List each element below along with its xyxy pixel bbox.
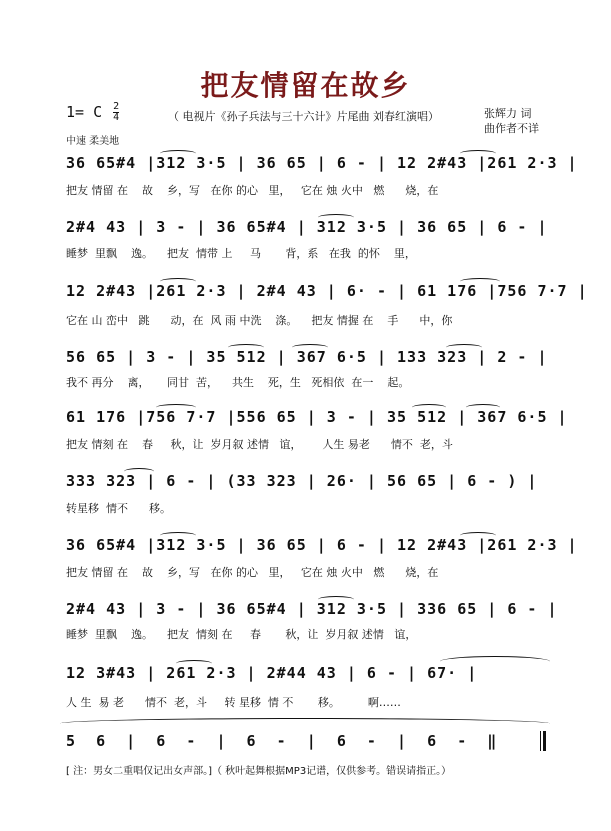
slur-arc — [460, 278, 500, 285]
slur-arc — [466, 404, 500, 411]
notation-row-5: 61 176 |756 7·7 |556 65 | 3 - | 35 512 | 367 6·5 | — [66, 408, 568, 426]
slur-arc — [292, 344, 328, 351]
lyric-row-9: 人 生 易 老 情不 老，斗 转 星移 情 不 移。 啊…… — [66, 696, 401, 709]
lyric-row-6: 转星移 情不 移。 — [66, 502, 171, 515]
final-barline — [540, 731, 546, 751]
notation-row-7: 36 65#4 |312 3·5 | 36 65 | 6 - | 12 2#43 |261 2·3 | — [66, 536, 578, 554]
time-signature-denominator: 4 — [113, 112, 120, 123]
key-label: 1= C — [66, 103, 103, 121]
slur-arc — [446, 344, 482, 351]
notation-row-8: 2#4 43 | 3 - | 36 65#4 | 312 3·5 | 336 65 | 6 - | — [66, 600, 558, 618]
slur-arc — [156, 404, 196, 411]
slur-arc — [460, 150, 496, 157]
slur-arc — [176, 660, 212, 667]
slur-arc — [318, 214, 354, 221]
notation-row-9: 12 3#43 | 261 2·3 | 2#44 43 | 6 - | 67· | — [66, 664, 478, 682]
lyric-row-8: 睡梦 里飘 逸。 把友 情刻 在 春 秋，让 岁月叙 述情 谊， — [66, 628, 417, 641]
lyric-row-3: 它在 山 峦中 跳 动，在 风 雨 中洗 涤。 把友 情握 在 手 中，你 — [66, 314, 453, 327]
slur-arc — [160, 532, 196, 539]
notation-row-4: 56 65 | 3 - | 35 512 | 367 6·5 | 133 323 | 2 - | — [66, 348, 548, 366]
subtitle: （ 电视片《孙子兵法与三十六计》片尾曲 刘春红演唱） — [168, 110, 439, 123]
tie-arc-long — [60, 718, 550, 729]
slur-arc — [412, 404, 446, 411]
key-signature — [66, 102, 119, 123]
tie-arc — [440, 656, 550, 667]
lyricist: 张辉力 词 — [484, 107, 532, 120]
composer: 曲作者不详 — [484, 122, 539, 135]
notation-row-2: 2#4 43 | 3 - | 36 65#4 | 312 3·5 | 36 65 | 6 - | — [66, 218, 548, 236]
lyric-row-4: 我不 再分 离， 同甘 苦， 共生 死，生 死相依 在一 起。 — [66, 376, 410, 389]
slur-arc — [160, 150, 196, 157]
notation-row-1: 36 65#4 |312 3·5 | 36 65 | 6 - | 12 2#43 |261 2·3 | — [66, 154, 578, 172]
lyric-row-7: 把友 情留 在 故 乡，写 在你 的心 里， 它在 烛 火中 燃 烧，在 — [66, 566, 439, 579]
slur-arc — [124, 468, 154, 475]
notation-row-3: 12 2#43 |261 2·3 | 2#4 43 | 6· - | 61 176 |756 7·7 | — [66, 282, 588, 300]
page-title: 把友情留在故乡 — [200, 69, 411, 102]
notation-row-6: 333 323 | 6 - | (33 323 | 26· | 56 65 | 6 - ) | — [66, 472, 538, 490]
lyric-row-2: 睡梦 里飘 逸。 把友 情带 上 马 背，系 在我 的怀 里， — [66, 247, 416, 260]
footer-note: [ 注：男女二重唱仅记出女声部。]（ 秋叶起舞根据MP3记谱，仅供参考。错误请指正。） — [66, 766, 452, 777]
lyric-row-5: 把友 情刻 在 春 秋，让 岁月叙 述情 谊， 人生 易老 情不 老，斗 — [66, 438, 453, 451]
credits — [484, 106, 539, 136]
slur-arc — [160, 278, 196, 285]
notation-row-10: 5 6 | 6 - | 6 - | 6 - | 6 - ‖ — [66, 732, 498, 750]
time-signature-numerator: 2 — [113, 101, 120, 112]
slur-arc — [460, 532, 496, 539]
tempo-marking: 中速 柔美地 — [66, 136, 120, 147]
lyric-row-1: 把友 情留 在 故 乡，写 在你 的心 里， 它在 烛 火中 燃 烧，在 — [66, 184, 439, 197]
slur-arc — [318, 596, 354, 603]
slur-arc — [228, 344, 264, 351]
time-signature — [113, 102, 119, 123]
